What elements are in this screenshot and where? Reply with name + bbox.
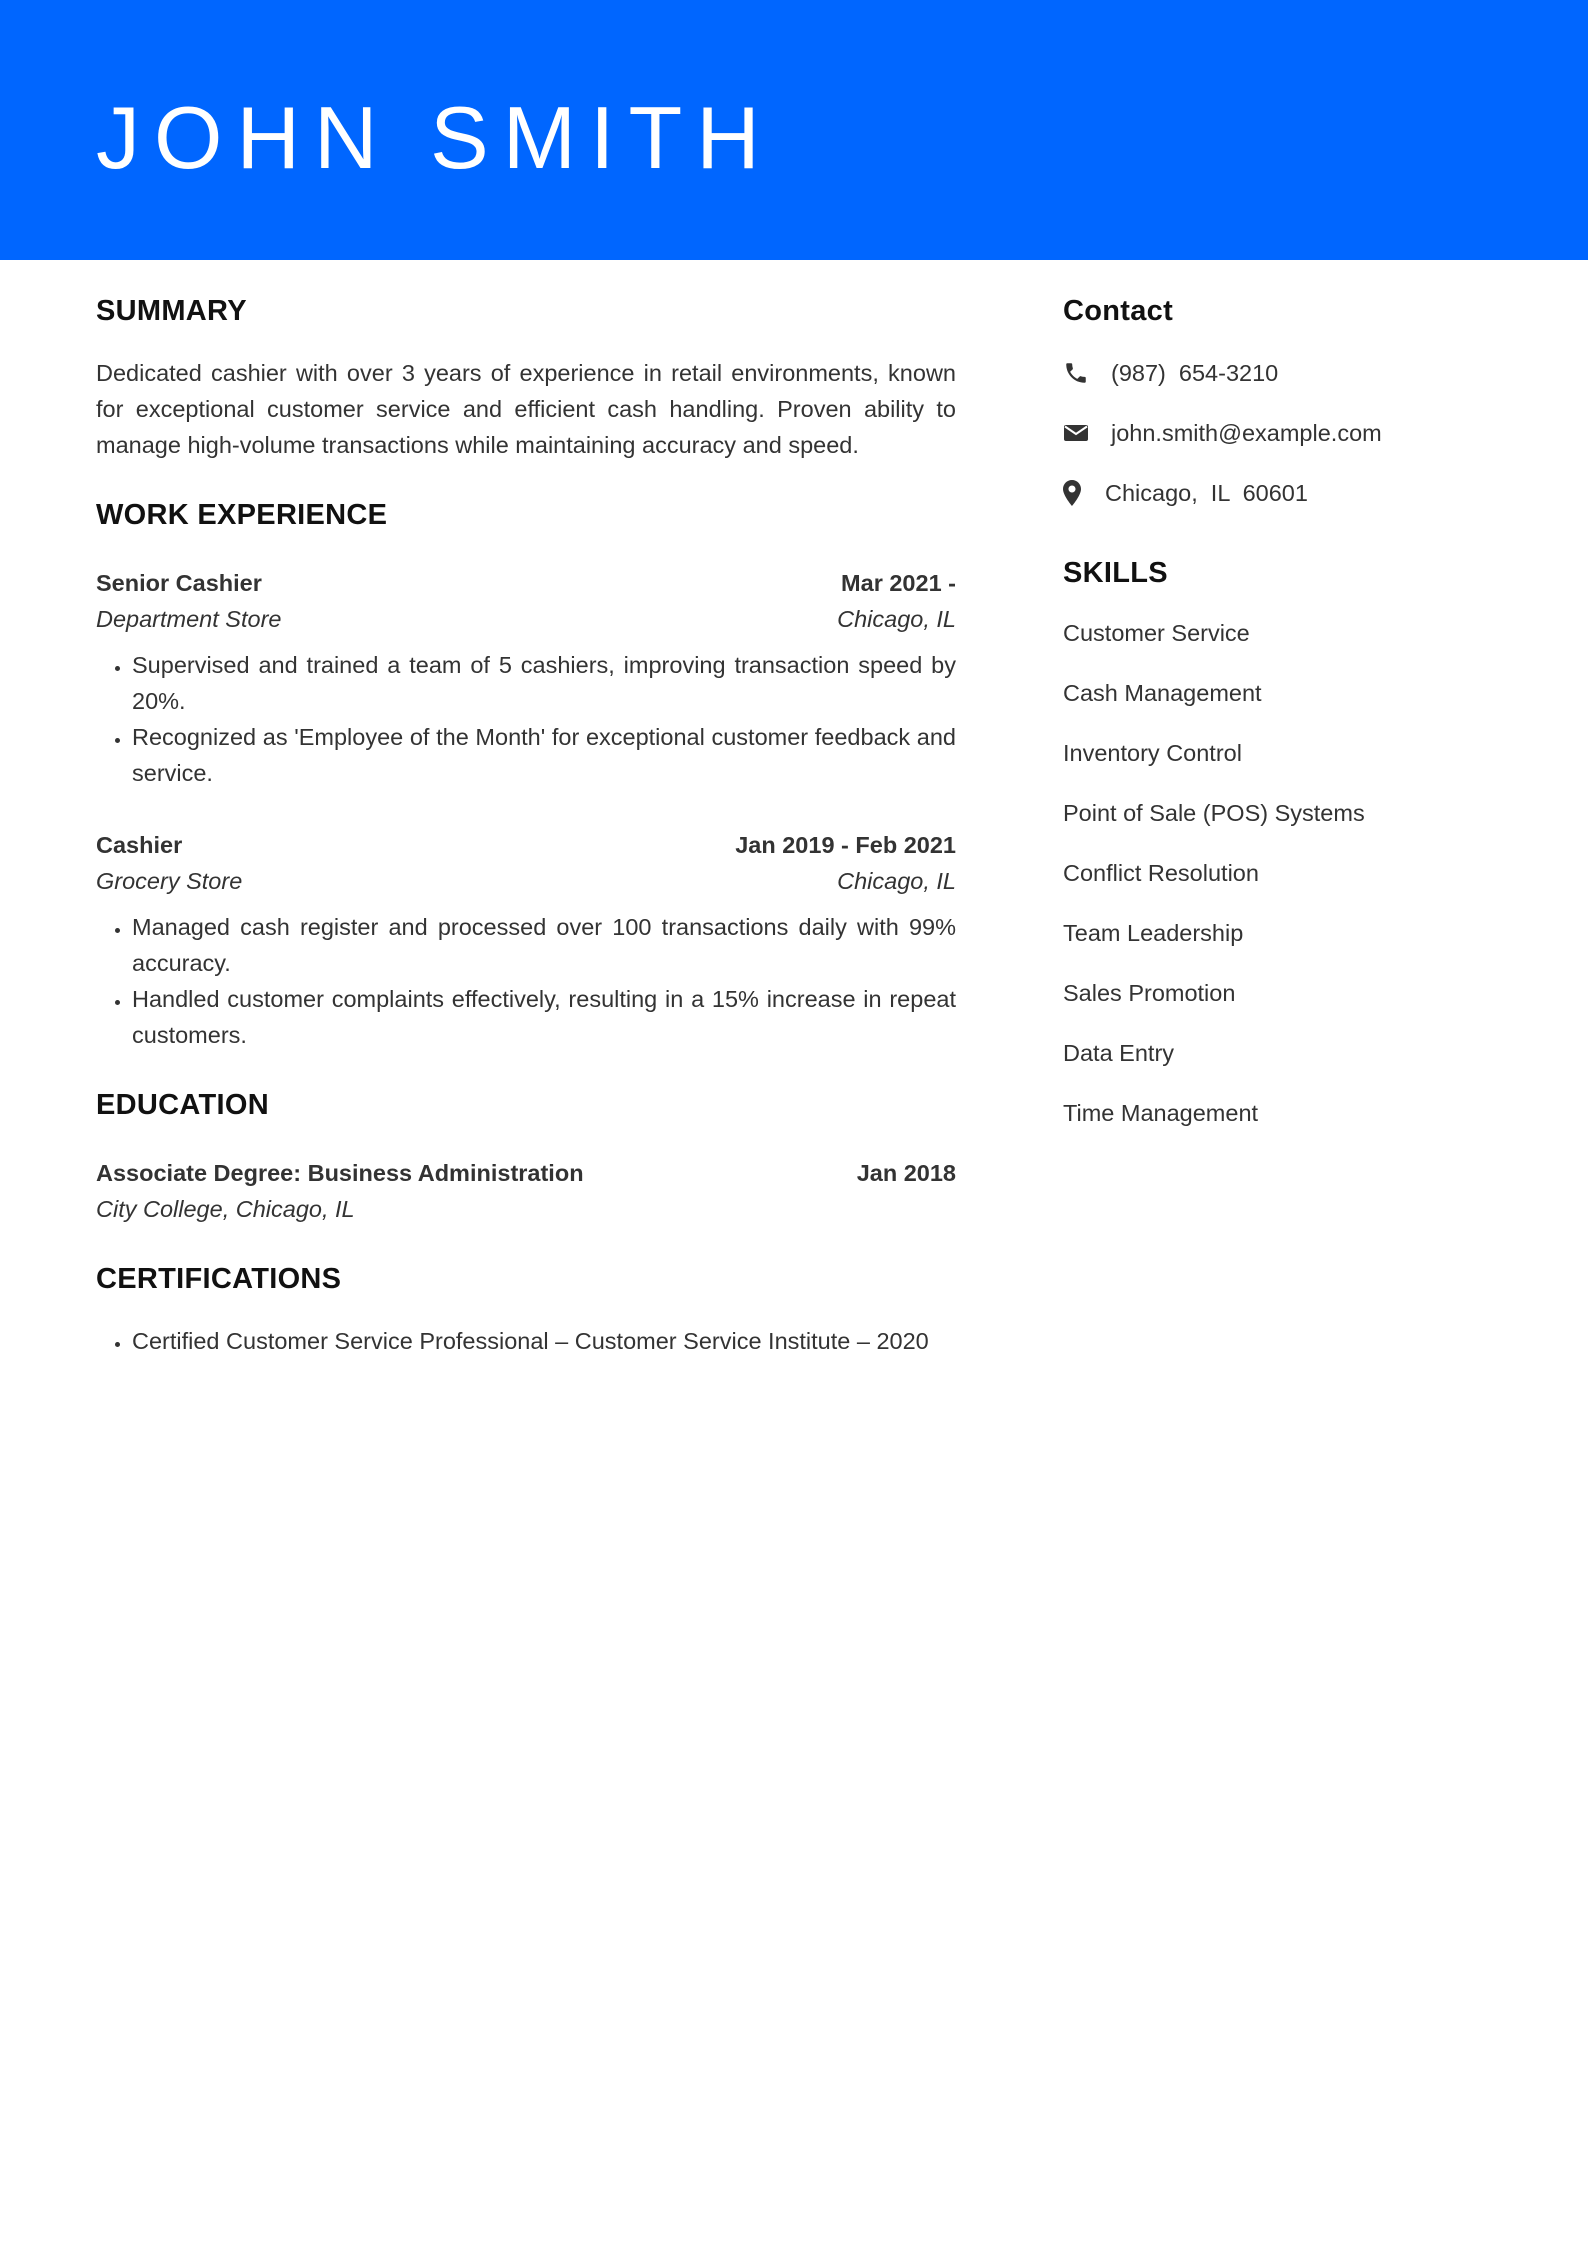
candidate-name: JOHN SMITH <box>96 88 774 187</box>
education-entry <box>96 1155 956 1227</box>
skill-item: Inventory Control <box>1063 740 1242 766</box>
job-header <box>96 565 956 601</box>
envelope-icon <box>1063 418 1093 448</box>
certifications-title: CERTIFICATIONS <box>96 1263 342 1295</box>
skill-item: Conflict Resolution <box>1063 860 1259 886</box>
job-bullet: • Recognized as 'Employee of the Month' for exceptional customer feedback and service. <box>132 719 956 791</box>
skill-item: Team Leadership <box>1063 920 1244 946</box>
phone-icon <box>1063 358 1093 388</box>
skills-title: SKILLS <box>1063 557 1168 589</box>
summary-section <box>96 293 956 463</box>
education-title: EDUCATION <box>96 1089 269 1121</box>
certifications-list <box>96 1323 956 1359</box>
skill-item: Cash Management <box>1063 680 1262 706</box>
main-column <box>96 293 956 1359</box>
contact-location-text: Chicago, IL 60601 <box>1105 479 1308 506</box>
education-date: Jan 2018 <box>856 1160 956 1186</box>
job-bullet: • Handled customer complaints effectively, resulting in a 15% increase in repeat customers. <box>132 981 956 1053</box>
summary-title: SUMMARY <box>96 295 247 327</box>
contact-email-text[interactable]: john.smith@example.com <box>1111 419 1382 446</box>
skill-item: Time Management <box>1063 1100 1259 1126</box>
job-company: Department Store <box>96 606 282 632</box>
map-pin-icon <box>1063 478 1089 508</box>
skill-item: Customer Service <box>1063 620 1250 646</box>
sidebar-column <box>1063 293 1503 1155</box>
job-bullet: • Managed cash register and processed over 100 transactions daily with 99% accuracy. <box>132 909 956 981</box>
education-degree: Associate Degree: Business Administration <box>96 1160 584 1186</box>
skills-section <box>1063 555 1503 1131</box>
contact-title: Contact <box>1063 295 1174 327</box>
work-experience-section <box>96 497 956 1053</box>
contact-list <box>1063 355 1503 511</box>
job-location: Chicago, IL <box>837 868 956 894</box>
job-bullets <box>96 909 956 1053</box>
education-section <box>96 1087 956 1227</box>
contact-phone-text[interactable]: (987) 654-3210 <box>1111 359 1279 386</box>
skill-item: Point of Sale (POS) Systems <box>1063 800 1365 826</box>
education-subheader <box>96 1191 956 1227</box>
summary-text: Dedicated cashier with over 3 years of experience in retail environments, known for exceptional customer service and efficient cash handling. Proven ability to manage high-volume transactions while maintaining accuracy and speed. <box>96 360 956 458</box>
skill-item: Sales Promotion <box>1063 980 1236 1006</box>
education-school: City College, Chicago, IL <box>96 1196 355 1222</box>
contact-section <box>1063 293 1503 511</box>
work-experience-title: WORK EXPERIENCE <box>96 499 388 531</box>
education-header <box>96 1155 956 1191</box>
job-entry <box>96 827 956 1053</box>
job-dates: Mar 2021 - <box>841 570 956 596</box>
job-role: Cashier <box>96 832 183 858</box>
job-company: Grocery Store <box>96 868 243 894</box>
job-role: Senior Cashier <box>96 570 262 596</box>
header-banner <box>0 0 1588 260</box>
contact-location <box>1063 475 1503 511</box>
job-location: Chicago, IL <box>837 606 956 632</box>
certifications-section <box>96 1261 956 1359</box>
contact-phone <box>1063 355 1503 391</box>
job-header <box>96 827 956 863</box>
skills-list <box>1063 615 1503 1131</box>
certification-item: • Certified Customer Service Professional – Customer Service Institute – 2020 <box>132 1323 956 1359</box>
job-subheader <box>96 601 956 637</box>
job-bullets <box>96 647 956 791</box>
job-entry <box>96 565 956 791</box>
contact-email <box>1063 415 1503 451</box>
skill-item: Data Entry <box>1063 1040 1175 1066</box>
job-bullet: • Supervised and trained a team of 5 cashiers, improving transaction speed by 20%. <box>132 647 956 719</box>
job-dates: Jan 2019 - Feb 2021 <box>735 832 956 858</box>
job-subheader <box>96 863 956 899</box>
